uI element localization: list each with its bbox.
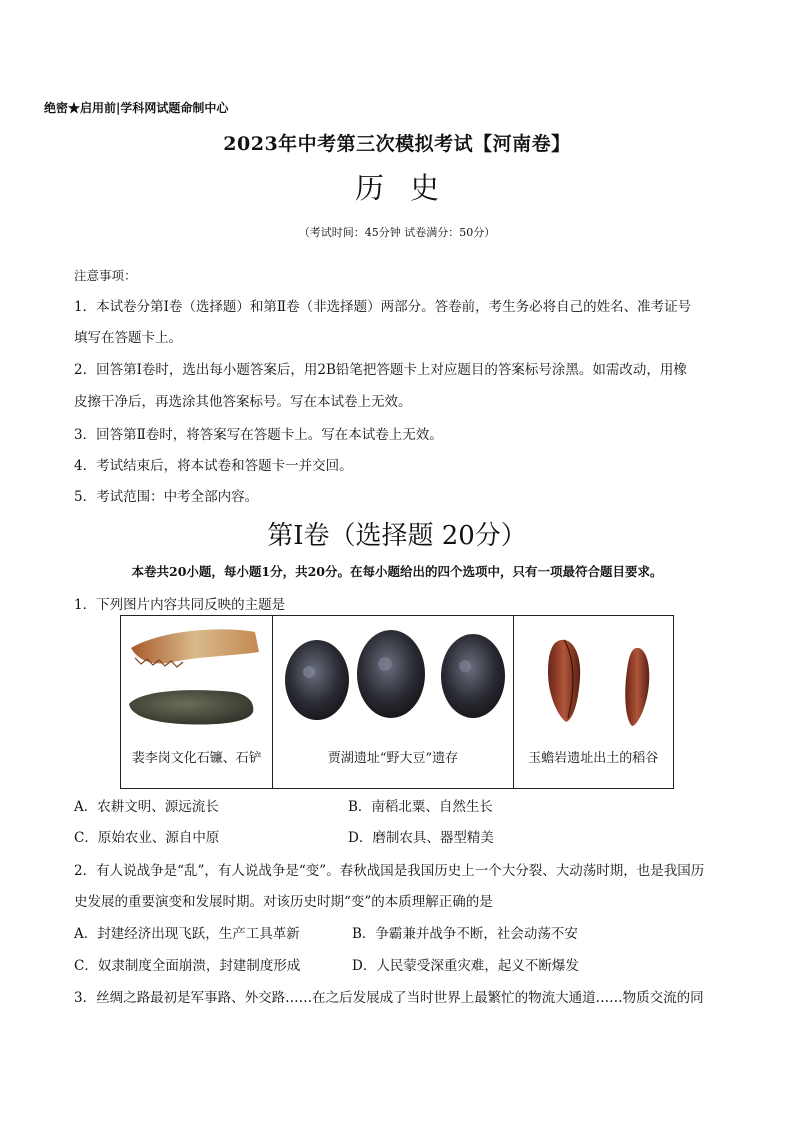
figure-caption-soybean: 贾湖遗址“野大豆”遗存 [327,751,459,766]
section-intro: 本卷共20小题，每小题1分，共20分。在每小题给出的四个选项中，只有一项最符合题目要求。 [131,564,663,579]
question-2-stem: 2．有人说战争是“乱”，有人说战争是“变”。春秋战国是我国历史上一个大分裂、大动荡时期，也是我国历 [74,863,705,879]
question-1-option-c: C．原始农业、源自中原 [74,830,220,846]
note-item-1-cont: 填写在答题卡上。 [74,330,182,346]
question-1-option-b: B．南稻北粟、自然生长 [348,799,493,815]
question-2-option-c: C．奴隶制度全面崩溃，封建制度形成 [74,958,301,974]
question-1-option-a: A．农耕文明、源远流长 [74,799,219,815]
question-2-stem-cont: 史发展的重要演变和发展时期。对该历史时期“变”的本质理解正确的是 [74,894,493,910]
figure-panel-rice [514,616,673,788]
exam-title: 2023年中考第三次模拟考试【河南卷】 [223,133,571,155]
figure-caption-rice: 玉蟾岩遗址出土的稻谷 [528,751,659,766]
confidential-label: 绝密★启用前|学科网试题命制中心 [44,101,229,115]
figure-panel-tools [121,616,273,788]
note-item-4: 4．考试结束后，将本试卷和答题卡一并交回。 [74,458,353,474]
note-item-1: 1．本试卷分第Ⅰ卷（选择题）和第Ⅱ卷（非选择题）两部分。答卷前，考生务必将自己的姓名、准考证号 [74,299,692,315]
question-3-stem: 3．丝绸之路最初是军事路、外交路……在之后发展成了当时世界上最繁忙的物流大通道……物质交流的同 [74,990,704,1006]
stone-tools-image [121,616,273,736]
figure-panel-soybean [273,616,513,788]
note-item-2: 2．回答第Ⅰ卷时，选出每小题答案后，用2B铅笔把答题卡上对应题目的答案标号涂黑。如需改动，用橡 [74,362,687,378]
note-item-3: 3．回答第Ⅱ卷时，将答案写在答题卡上。写在本试卷上无效。 [74,427,443,443]
notes-heading: 注意事项： [74,268,137,283]
question-2-option-b: B．争霸兼并战争不断，社会动荡不安 [352,926,578,942]
note-item-2-cont: 皮擦干净后，再选涂其他答案标号。写在本试卷上无效。 [74,394,412,410]
rice-grains-image [514,616,674,736]
soybean-remains-image [273,616,513,736]
question-1-option-d: D．磨制农具、器型精美 [348,830,494,846]
exam-meta: （考试时间：45分钟 试卷满分：50分） [298,226,496,239]
question-1-figure [120,615,674,789]
note-item-5: 5．考试范围：中考全部内容。 [74,489,259,505]
question-2-option-d: D．人民蒙受深重灾难，起义不断爆发 [352,958,579,974]
question-2-option-a: A．封建经济出现飞跃，生产工具革新 [74,926,300,942]
question-1-stem: 1．下列图片内容共同反映的主题是 [74,597,286,613]
subject-title: 历史 [354,171,465,205]
section-title: 第Ⅰ卷（选择题 20分） [267,521,527,551]
figure-caption-tools: 裴李岗文化石镰、石铲 [131,751,262,766]
